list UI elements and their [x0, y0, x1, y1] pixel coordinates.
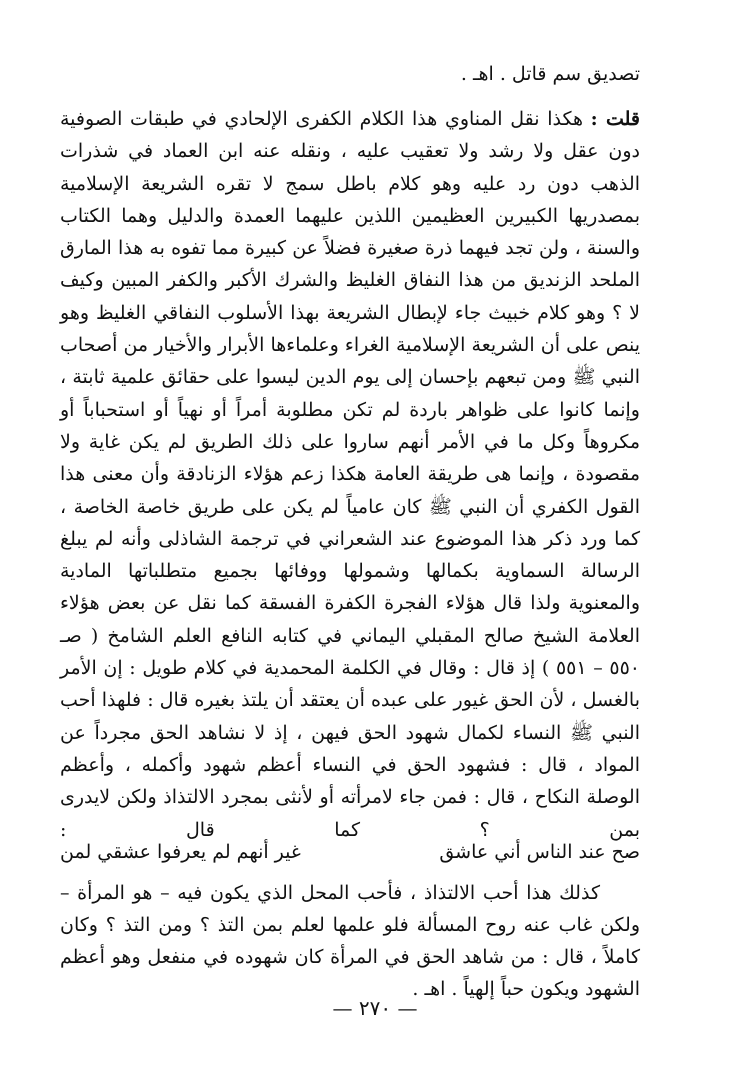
paragraph-lead: قلت : — [590, 108, 640, 130]
post-verse-paragraph — [60, 877, 640, 1005]
poetry-verse — [60, 836, 640, 868]
continuation-line: تصديق سم قاتل . اهـ . — [460, 63, 640, 85]
paragraph-text: هكذا نقل المناوي هذا الكلام الكفرى الإلحادي في طبقات الصوفية دون عقل ولا رشد ولا تعقيب عليه ، ونقله عنه ابن العماد في شذرات الذهب دون رد عليه وهو كلام باطل سمج لا تقره الشريعة الإسلامية بمصدريها الكبيرين العظيمين اللذين عليهما العمدة والدليل وهما الكتاب والسنة ، ولن تجد فيهما ذرة صغيرة فضلاً عن كبيرة مما تفوه به هذا المارق الملحد الزنديق من هذا النفاق الغليظ والشرك الأكبر والكفر المبين وكيف لا ؟ وهو كلام خبيث جاء لإبطال الشريعة بهذا الأسلوب النفاقي الغليظ وهو ينص على أن الشريعة الإسلامية الغراء وعلماءها الأبرار والأخيار من أصحاب النبي ﷺ ومن تبعهم بإحسان إلى يوم الدين ليسوا على حقائق علمية ثابتة ، وإنما كانوا على ظواهر باردة لم تكن مطلوبة أمراً أو نهياً أو استحباباً أو مكروهاً وكل ما في الأمر أنهم ساروا على ذلك الطريق لم يكن غاية ولا مقصودة ، وإنما هى طريقة العامة هكذا زعم هؤلاء الزنادقة وأن معنى هذا القول الكفري أن النبي ﷺ كان عامياً لم يكن على طريق خاصة الخاصة ، كما ورد ذكر هذا الموضوع عند الشعراني في ترجمة الشاذلى وأنه لم يبلغ الرسالة السماوية بكمالها وشمولها ووفائها بجميع متطلباتها المادية والمعنوية ولذا قال هؤلاء الفجرة الكفرة الفسقة كما نقل عن بعض هؤلاء العلامة الشيخ صالح المقبلي اليماني في كتابه النافع العلم الشامخ ( صـ ٥٥٠ – ٥٥١ ) إذ قال : وقال في الكلمة المحمدية في كلام طويل : إن الأمر بالغسل ، لأن الحق غيور على عبده أن يعتقد أن يلتذ بغيره قال : فلهذا أحب النبي ﷺ النساء لكمال شهود الحق فيهن ، إذ لا نشاهد الحق مجرداً عن المواد ، قال : فشهود الحق في النساء أعظم شهود وأكمله ، وأعظم الوصلة النكاح ، قال : فمن جاء لامرأته أو لأنثى بمجرد الالتذاذ ولكن لايدرى بمن ؟ كما قال : — [60, 108, 640, 841]
page-number: — ٢٧٠ — — [332, 996, 418, 1020]
post-verse-text: كذلك هذا أحب الالتذاذ ، فأحب المحل الذي يكون فيه – هو المرأة – ولكن غاب عنه روح المسألة فلو علمها لعلم بمن التذ ؟ ومن التذ ؟ وكان كاملاً ، قال : من شاهد الحق في المرأة كان شهوده في منفعل وهو أعظم الشهود ويكون حباً إلهياً . اهـ . — [60, 882, 640, 1000]
verse-first-hemistich: صح عند الناس أني عاشق — [439, 841, 640, 863]
main-paragraph — [60, 103, 640, 846]
verse-second-hemistich: غير أنهم لم يعرفوا عشقي لمن — [60, 841, 301, 863]
